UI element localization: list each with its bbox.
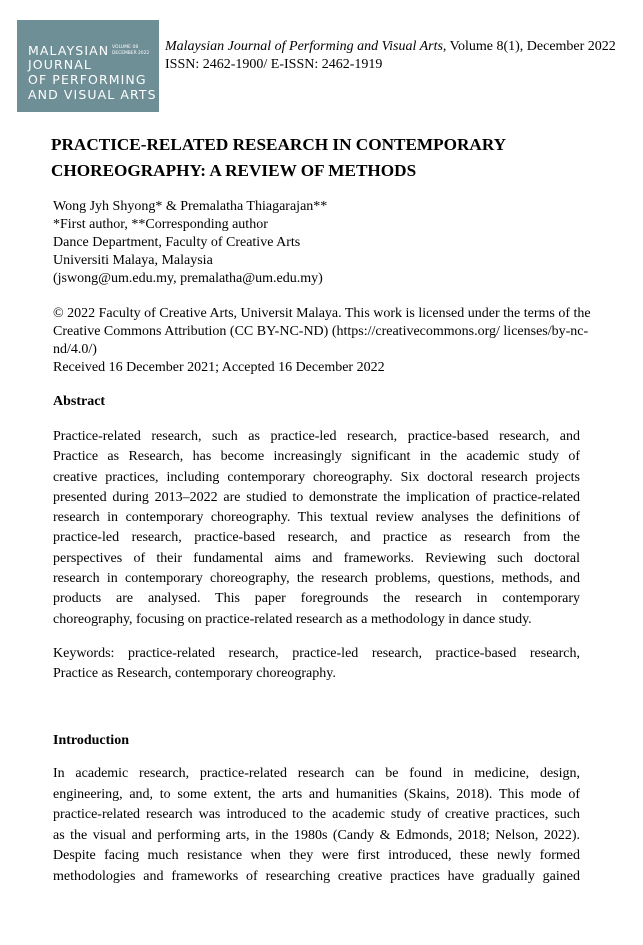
journal-issn: ISSN: 2462-1900/ E-ISSN: 2462-1919 [165,57,383,72]
license-block [53,305,598,377]
logo-text-line: MALAYSIAN [28,43,110,58]
abstract-line: products are analysed. This paper foregrounds the research in contemporary [53,591,580,607]
abstract-line: presented during 2013–2022 are studied to demonstrate the implication of practice-related [53,489,580,505]
keywords-line: Practice as Research, contemporary choreography. [53,666,336,682]
abstract-line: research in contemporary choreography, the research problems, questions, methods, and [53,571,580,587]
title-line: CHOREOGRAPHY: A REVIEW OF METHODS [51,161,417,180]
author-university: Universiti Malaya, Malaysia [53,253,213,268]
abstract-paragraph [53,427,580,630]
abstract-line: Practice as Research, has become increasingly significant in the academic study of [53,449,580,465]
abstract-line: research in contemporary choreography. This textual review analyses the definitions of [53,510,580,526]
author-names: Wong Jyh Shyong* & Premalatha Thiagarajan** [53,199,328,214]
logo-volume: VOLUME 08 [112,45,139,50]
introduction-line: Despite facing much resistance when they were first introduced, these newly formed [53,848,580,864]
logo-date: DECEMBER 2022 [112,51,150,56]
introduction-heading: Introduction [53,733,129,748]
introduction-line: practice-related research was introduced to the academic study of creative practices, such [53,807,580,823]
introduction-line: In academic research, practice-related research can be found in medicine, design, [53,766,580,781]
abstract-line: choreography, focusing on practice-related research as a methodology in dance study. [53,611,532,627]
abstract-line: perspectives of their fundamental aims and frameworks. Reviewing such doctoral [53,550,580,566]
received-accepted-dates: Received 16 December 2021; Accepted 16 December 2022 [53,360,385,375]
abstract-heading: Abstract [53,394,106,409]
journal-name: Malaysian Journal of Performing and Visual Arts [165,39,443,54]
author-roles: *First author, **Corresponding author [53,217,268,232]
journal-issue: , Volume 8(1), December 2022 [442,39,616,54]
author-department: Dance Department, Faculty of Creative Arts [53,235,301,250]
logo-text-line: AND VISUAL ARTS [28,87,157,102]
logo-text-line: JOURNAL [28,57,92,72]
keywords-line: Keywords: practice-related research, practice-led research, practice-based research, [53,646,580,661]
keywords-paragraph [53,644,580,685]
introduction-line: engineering, and, to some extent, the arts and humanities (Skains, 2018). This mode of [53,786,580,802]
abstract-line: creative practices, including contemporary choreography. Six doctoral research projects [53,469,580,485]
title-line: PRACTICE-RELATED RESEARCH IN CONTEMPORARY [51,135,507,154]
license-text: © 2022 Faculty of Creative Arts, Universit Malaya. This work is licensed under the terms of the Creative Commons Attribution (CC BY-NC-ND) (https://creativecommons.org/ licenses/by-nc-nd/4.0/) [53,306,591,357]
introduction-line: methodologies and frameworks of researching creative practices have gradually gained [53,868,580,884]
journal-logo [17,20,159,112]
abstract-line: practice-led research, practice-based research, and practice as research from the [53,530,580,546]
abstract-line: Practice-related research, such as practice-led research, practice-based research, and [53,429,580,444]
introduction-line: as the visual and performing arts, in the 1980s (Candy & Edmonds, 2018; Nelson, 2022). [53,827,580,843]
journal-info [165,38,616,74]
logo-text-line: OF PERFORMING [28,72,147,87]
author-block [53,198,327,288]
introduction-paragraph [53,764,580,888]
author-emails: (jswong@um.edu.my, premalatha@um.edu.my) [53,271,323,286]
paper-title [51,132,591,184]
journal-citation [165,38,616,56]
